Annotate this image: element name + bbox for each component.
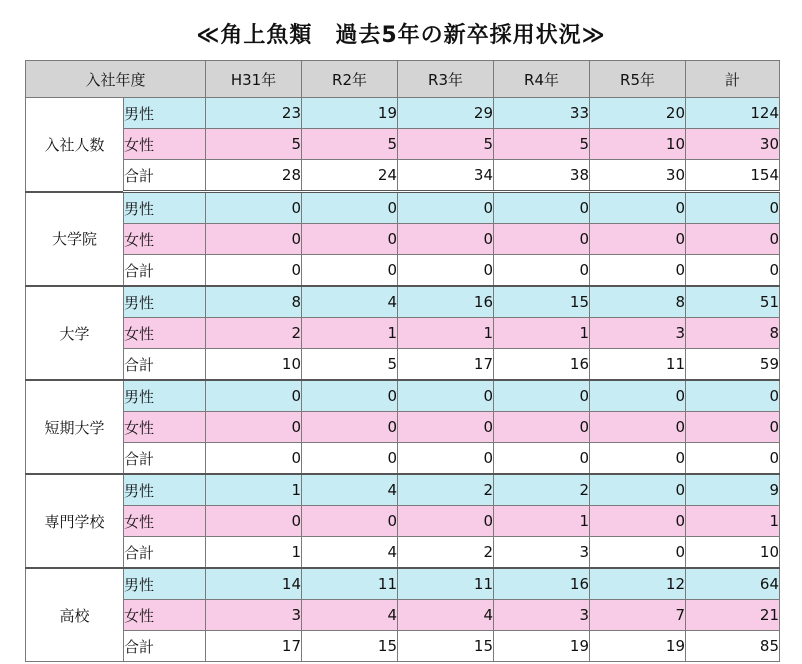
- value-cell: 16: [398, 286, 494, 318]
- table-row: [26, 224, 780, 255]
- table-row: [26, 286, 780, 318]
- table-group: [26, 286, 780, 380]
- value-cell: 30: [590, 160, 686, 192]
- value-cell: 15: [302, 631, 398, 662]
- value-cell: 17: [206, 631, 302, 662]
- value-cell: 0: [302, 255, 398, 287]
- value-cell: 15: [494, 286, 590, 318]
- table-row: [26, 568, 780, 600]
- value-cell: 4: [302, 600, 398, 631]
- row-label: 女性: [124, 224, 206, 255]
- table-row: [26, 129, 780, 160]
- value-cell: 3: [590, 318, 686, 349]
- value-cell: 29: [398, 98, 494, 129]
- value-cell: 0: [398, 506, 494, 537]
- value-cell: 2: [206, 318, 302, 349]
- row-label: 男性: [124, 474, 206, 506]
- value-cell: 2: [494, 474, 590, 506]
- value-cell: 0: [590, 443, 686, 475]
- value-cell: 4: [302, 286, 398, 318]
- table-row: [26, 443, 780, 475]
- column-header-total: 計: [686, 61, 780, 98]
- header-row: [26, 61, 780, 98]
- value-cell: 38: [494, 160, 590, 192]
- value-cell: 10: [590, 129, 686, 160]
- column-header: H31年: [206, 61, 302, 98]
- value-cell: 0: [206, 443, 302, 475]
- value-cell: 8: [590, 286, 686, 318]
- value-cell: 8: [206, 286, 302, 318]
- category-label: 専門学校: [26, 474, 124, 568]
- value-cell: 0: [590, 537, 686, 569]
- value-cell: 0: [686, 380, 780, 412]
- row-label: 女性: [124, 129, 206, 160]
- value-cell: 0: [302, 380, 398, 412]
- value-cell: 1: [398, 318, 494, 349]
- value-cell: 64: [686, 568, 780, 600]
- table-row: [26, 160, 780, 192]
- value-cell: 1: [206, 474, 302, 506]
- category-label: 大学院: [26, 192, 124, 287]
- value-cell: 0: [206, 255, 302, 287]
- value-cell: 11: [398, 568, 494, 600]
- row-label: 合計: [124, 255, 206, 287]
- value-cell: 12: [590, 568, 686, 600]
- value-cell: 0: [686, 443, 780, 475]
- value-cell: 1: [494, 506, 590, 537]
- table-row: [26, 631, 780, 662]
- value-cell: 24: [302, 160, 398, 192]
- table-group: [26, 380, 780, 474]
- value-cell: 9: [686, 474, 780, 506]
- value-cell: 14: [206, 568, 302, 600]
- table-row: [26, 506, 780, 537]
- value-cell: 0: [494, 224, 590, 255]
- value-cell: 1: [302, 318, 398, 349]
- value-cell: 0: [494, 443, 590, 475]
- table-group: [26, 192, 780, 287]
- value-cell: 5: [302, 129, 398, 160]
- table-row: [26, 98, 780, 129]
- value-cell: 3: [494, 537, 590, 569]
- row-label: 合計: [124, 443, 206, 475]
- value-cell: 5: [398, 129, 494, 160]
- value-cell: 0: [494, 380, 590, 412]
- value-cell: 0: [398, 380, 494, 412]
- value-cell: 0: [686, 255, 780, 287]
- category-label: 大学: [26, 286, 124, 380]
- value-cell: 0: [590, 506, 686, 537]
- value-cell: 3: [494, 600, 590, 631]
- row-label: 男性: [124, 286, 206, 318]
- row-label: 女性: [124, 412, 206, 443]
- column-header: R5年: [590, 61, 686, 98]
- value-cell: 5: [494, 129, 590, 160]
- value-cell: 11: [302, 568, 398, 600]
- value-cell: 0: [590, 412, 686, 443]
- table-group: [26, 98, 780, 192]
- value-cell: 0: [206, 224, 302, 255]
- value-cell: 3: [206, 600, 302, 631]
- table-group: [26, 568, 780, 662]
- table-row: [26, 474, 780, 506]
- row-label: 合計: [124, 631, 206, 662]
- value-cell: 0: [590, 255, 686, 287]
- value-cell: 59: [686, 349, 780, 381]
- table-group: [26, 474, 780, 568]
- value-cell: 21: [686, 600, 780, 631]
- value-cell: 1: [494, 318, 590, 349]
- value-cell: 0: [302, 443, 398, 475]
- value-cell: 30: [686, 129, 780, 160]
- value-cell: 17: [398, 349, 494, 381]
- value-cell: 0: [590, 192, 686, 224]
- value-cell: 15: [398, 631, 494, 662]
- value-cell: 0: [206, 380, 302, 412]
- value-cell: 28: [206, 160, 302, 192]
- value-cell: 154: [686, 160, 780, 192]
- value-cell: 0: [302, 192, 398, 224]
- row-label: 合計: [124, 537, 206, 569]
- category-label: 入社人数: [26, 98, 124, 192]
- row-label: 男性: [124, 192, 206, 224]
- value-cell: 8: [686, 318, 780, 349]
- header-corner: 入社年度: [26, 61, 206, 98]
- value-cell: 0: [302, 412, 398, 443]
- value-cell: 0: [686, 412, 780, 443]
- column-header: R4年: [494, 61, 590, 98]
- row-label: 女性: [124, 506, 206, 537]
- value-cell: 16: [494, 568, 590, 600]
- table-row: [26, 380, 780, 412]
- value-cell: 51: [686, 286, 780, 318]
- value-cell: 0: [494, 192, 590, 224]
- row-label: 合計: [124, 160, 206, 192]
- value-cell: 0: [302, 224, 398, 255]
- value-cell: 0: [206, 506, 302, 537]
- value-cell: 20: [590, 98, 686, 129]
- table-row: [26, 349, 780, 381]
- value-cell: 0: [398, 412, 494, 443]
- table-row: [26, 412, 780, 443]
- value-cell: 0: [398, 443, 494, 475]
- value-cell: 0: [398, 255, 494, 287]
- value-cell: 19: [302, 98, 398, 129]
- value-cell: 0: [206, 412, 302, 443]
- value-cell: 16: [494, 349, 590, 381]
- value-cell: 0: [494, 255, 590, 287]
- value-cell: 0: [590, 380, 686, 412]
- table-row: [26, 192, 780, 224]
- value-cell: 0: [686, 192, 780, 224]
- value-cell: 1: [206, 537, 302, 569]
- row-label: 男性: [124, 380, 206, 412]
- category-label: 短期大学: [26, 380, 124, 474]
- value-cell: 0: [590, 474, 686, 506]
- row-label: 合計: [124, 349, 206, 381]
- value-cell: 7: [590, 600, 686, 631]
- row-label: 男性: [124, 568, 206, 600]
- table-row: [26, 537, 780, 569]
- value-cell: 10: [686, 537, 780, 569]
- value-cell: 23: [206, 98, 302, 129]
- value-cell: 85: [686, 631, 780, 662]
- table-row: [26, 600, 780, 631]
- value-cell: 0: [398, 192, 494, 224]
- page-title: ≪角上魚類 過去5年の新卒採用状況≫: [196, 23, 606, 48]
- value-cell: 4: [398, 600, 494, 631]
- row-label: 女性: [124, 318, 206, 349]
- recruitment-table: [25, 60, 780, 662]
- value-cell: 33: [494, 98, 590, 129]
- value-cell: 4: [302, 474, 398, 506]
- value-cell: 1: [686, 506, 780, 537]
- column-header: R2年: [302, 61, 398, 98]
- value-cell: 0: [494, 412, 590, 443]
- value-cell: 11: [590, 349, 686, 381]
- value-cell: 0: [206, 192, 302, 224]
- value-cell: 4: [302, 537, 398, 569]
- value-cell: 0: [590, 224, 686, 255]
- category-label: 高校: [26, 568, 124, 662]
- value-cell: 2: [398, 537, 494, 569]
- value-cell: 5: [206, 129, 302, 160]
- row-label: 男性: [124, 98, 206, 129]
- value-cell: 19: [494, 631, 590, 662]
- table-row: [26, 318, 780, 349]
- table-row: [26, 255, 780, 287]
- value-cell: 5: [302, 349, 398, 381]
- value-cell: 0: [686, 224, 780, 255]
- value-cell: 34: [398, 160, 494, 192]
- value-cell: 0: [302, 506, 398, 537]
- row-label: 女性: [124, 600, 206, 631]
- column-header: R3年: [398, 61, 494, 98]
- value-cell: 10: [206, 349, 302, 381]
- value-cell: 124: [686, 98, 780, 129]
- value-cell: 2: [398, 474, 494, 506]
- value-cell: 19: [590, 631, 686, 662]
- value-cell: 0: [398, 224, 494, 255]
